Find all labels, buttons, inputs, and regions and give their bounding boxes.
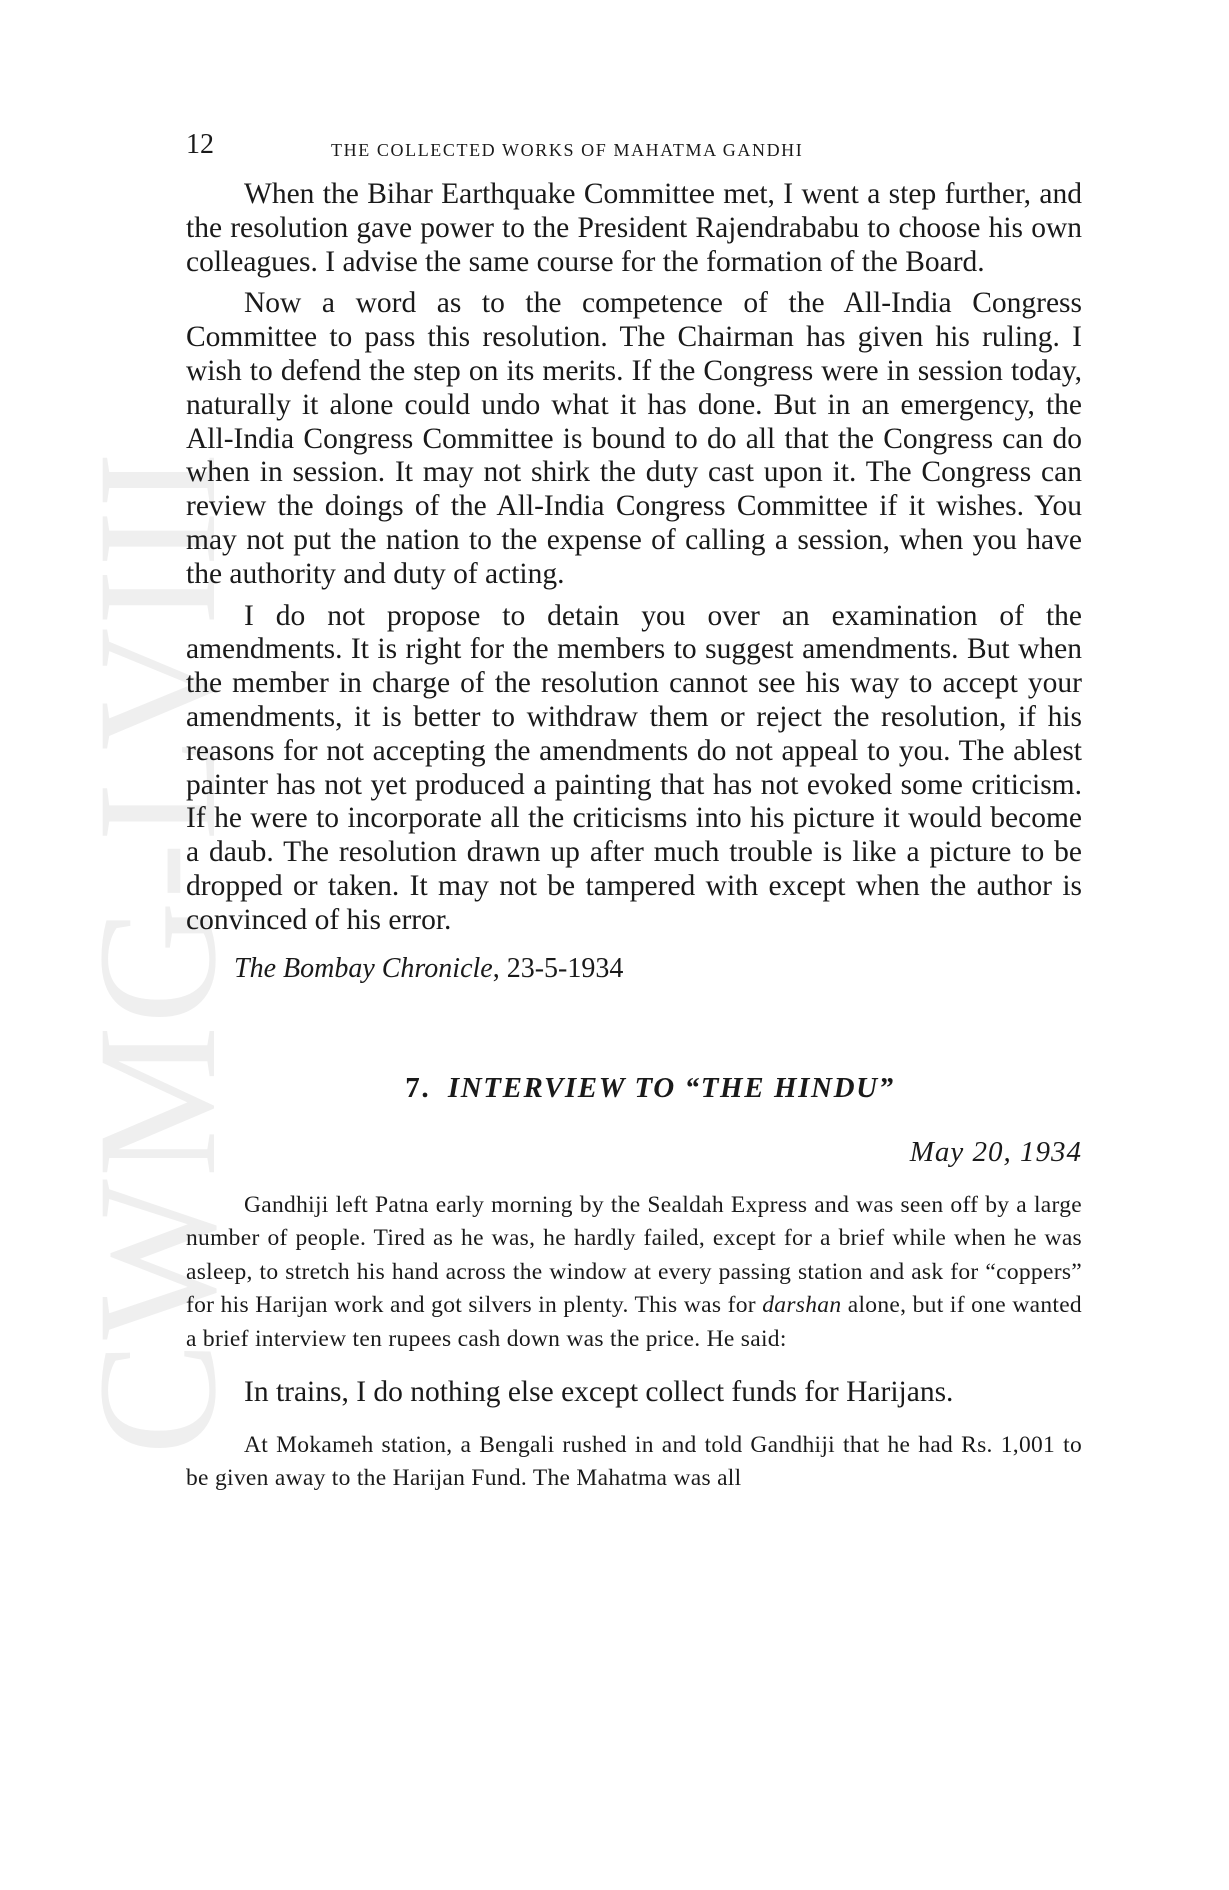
section-title xyxy=(186,1071,1082,1105)
page-content xyxy=(186,178,1082,1496)
narrative-paragraph-1 xyxy=(186,1189,1082,1357)
source-publication: The Bombay Chronicle xyxy=(234,952,493,984)
narrative-text-1: Gandhiji left Patna early morning by the Sealdah Express and was seen off by a large number of people. Tired as he was, he hardly failed, except for a brief while when he was asleep, to stretch his hand across the window at every passing station and ask for “coppers” for his Harijan work and got silvers in plenty. This was for xyxy=(186,1191,1082,1319)
page-number: 12 xyxy=(186,129,214,160)
section-date: May 20, 1934 xyxy=(909,1135,1082,1168)
source-date: , 23-5-1934 xyxy=(492,952,624,984)
narrative-paragraph-2: At Mokameh station, a Bengali rushed in and told Gandhiji that he had Rs. 1,001 to be given away to the Harijan Fund. The Mahatma was all xyxy=(186,1431,1082,1492)
section-number: 7. xyxy=(405,1071,431,1104)
body-paragraph-3: I do not propose to detain you over an examination of the amendments. It is right for the members to suggest amendments. But when the member in charge of the resolution cannot see his way to accept your amendments, it is better to withdraw them or reject the resolution, if his reasons for not accepting the amendments do not appeal to you. The ablest painter has not yet produced a painting that has not evoked some criticism. If he were to incorporate all the criticisms into his picture it would become a daub. The resolution drawn up after much trouble is like a picture to be dropped or taken. It may not be tampered with except when the author is convinced of his error. xyxy=(186,599,1082,936)
page-header xyxy=(186,127,1082,167)
quote-paragraph: In trains, I do nothing else except collect funds for Harijans. xyxy=(244,1375,954,1408)
body-paragraph-1: When the Bihar Earthquake Committee met, I went a step further, and the resolution gave power to the President Rajendrababu to choose his own colleagues. I advise the same course for the formation of the Board. xyxy=(186,178,1082,278)
watermark: CWMG-LVIII xyxy=(63,449,251,1455)
narrative-text-2: alone, but if one wanted a brief interview ten rupees cash down was the price. He said: xyxy=(186,1292,1082,1352)
source-citation xyxy=(186,952,1082,985)
body-paragraph-2: Now a word as to the competence of the All-India Congress Committee to pass this resolution. The Chairman has given his ruling. I wish to defend the step on its merits. If the Congress were in session today, naturally it alone could undo what it has done. But in an emergency, the All-India Congress Committee is bound to do all that the Congress can do when in session. It may not shirk the duty cast upon it. The Congress can review the doings of the All-India Congress Committee if it wishes. You may not put the nation to the expense of calling a session, when you have the authority and duty of acting. xyxy=(186,287,1082,590)
narrative-italic-word: darshan xyxy=(762,1292,842,1319)
running-head: THE COLLECTED WORKS OF MAHATMA GANDHI xyxy=(331,140,804,160)
section-title-text: INTERVIEW TO “THE HINDU” xyxy=(447,1071,895,1104)
